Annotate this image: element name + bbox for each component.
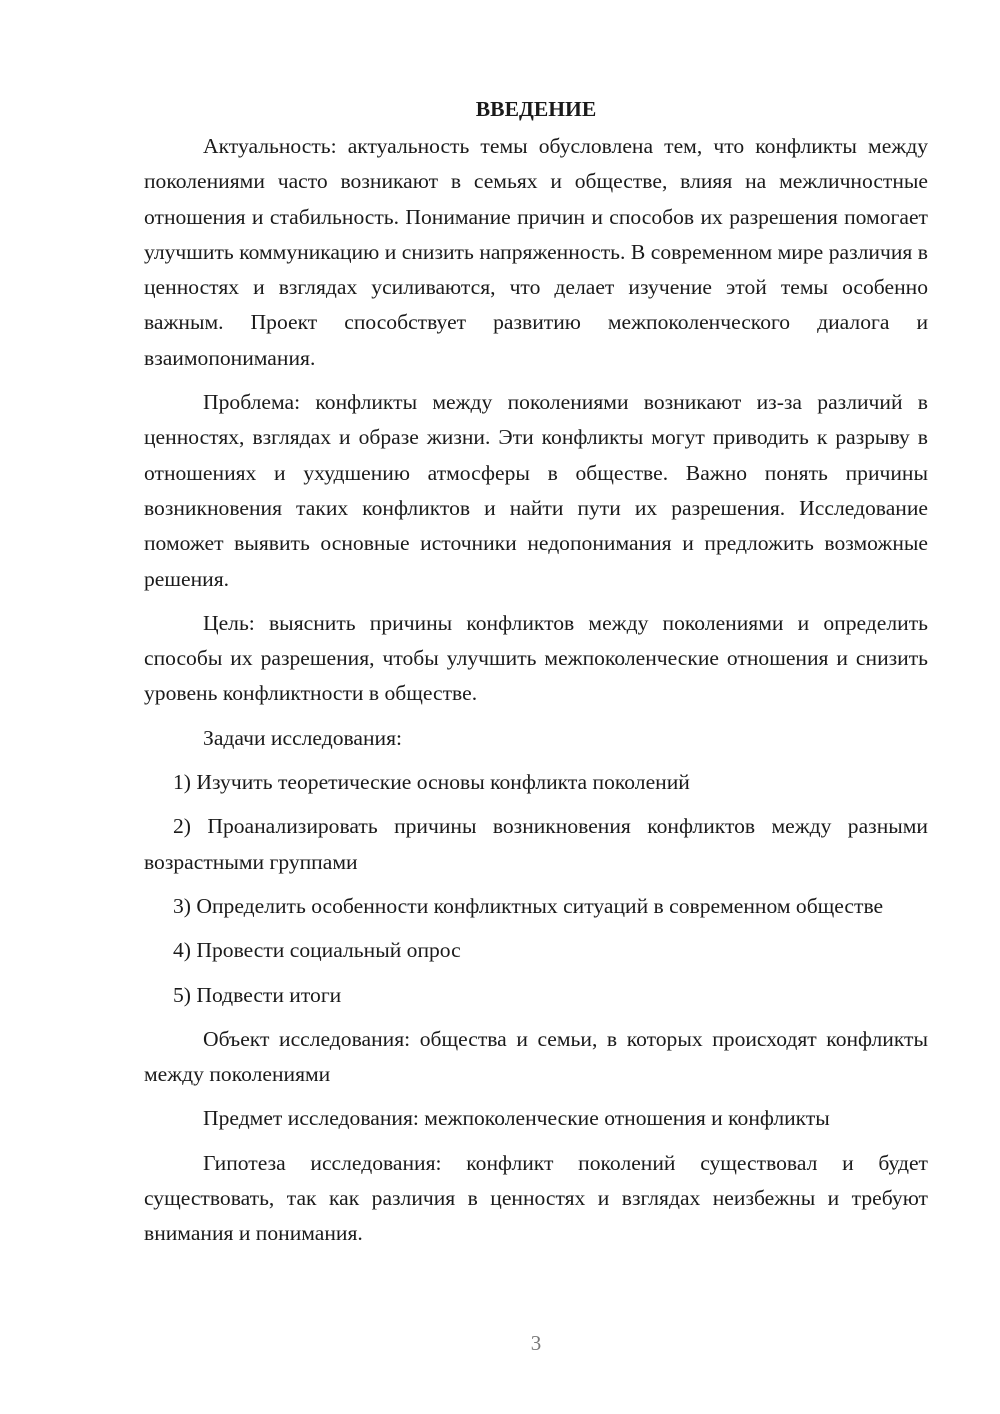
relevance-paragraph: Актуальность: актуальность темы обусловлена тем, что конфликты между поколениями часто возникают в семьях и обществе, влияя на межличностные отношения и стабильность. Понимание причин и способов их разрешения помогает улучшить коммуникацию и снизить напряженность. В современном мире различия в ценностях и взглядах усиливаются, что делает изучение этой темы особенно важным. Проект способствует развитию межпоколенческого диалога и взаимопонимания. (144, 134, 928, 370)
section-title: ВВЕДЕНИЕ (475, 97, 597, 121)
goal-paragraph: Цель: выяснить причины конфликтов между поколениями и определить способы их разрешения, чтобы улучшить межпоколенческие отношения и снизить уровень конфликтности в обществе. (144, 610, 928, 706)
task-item: 1) Изучить теоретические основы конфликта поколений (173, 770, 690, 795)
page-number: 3 (530, 1331, 542, 1355)
task-item: 5) Подвести итоги (173, 982, 342, 1007)
task-item: 2) Проанализировать причины возникновения конфликтов между разными возрастными группами (144, 814, 928, 874)
hypothesis-paragraph: Гипотеза исследования: конфликт поколений существовал и будет существовать, так как различия в ценностях и взглядах неизбежны и требуют внимания и понимания. (144, 1150, 928, 1246)
subject-paragraph: Предмет исследования: межпоколенческие отношения и конфликты (203, 1106, 830, 1131)
object-paragraph: Объект исследования: общества и семьи, в которых происходят конфликты между поколениями (144, 1026, 928, 1087)
task-item: 4) Провести социальный опрос (173, 938, 461, 963)
tasks-heading: Задачи исследования: (203, 725, 403, 750)
task-item: 3) Определить особенности конфликтных ситуаций в современном обществе (173, 893, 884, 918)
problem-paragraph: Проблема: конфликты между поколениями возникают из-за различий в ценностях, взглядах и образе жизни. Эти конфликты могут приводить к разрыву в отношениях и ухудшению атмосферы в обществе. Важно понять причины возникновения таких конфликтов и найти пути их разрешения. Исследование поможет выявить основные источники недопонимания и предложить возможные решения. (144, 390, 928, 591)
document-page (144, 92, 928, 1261)
